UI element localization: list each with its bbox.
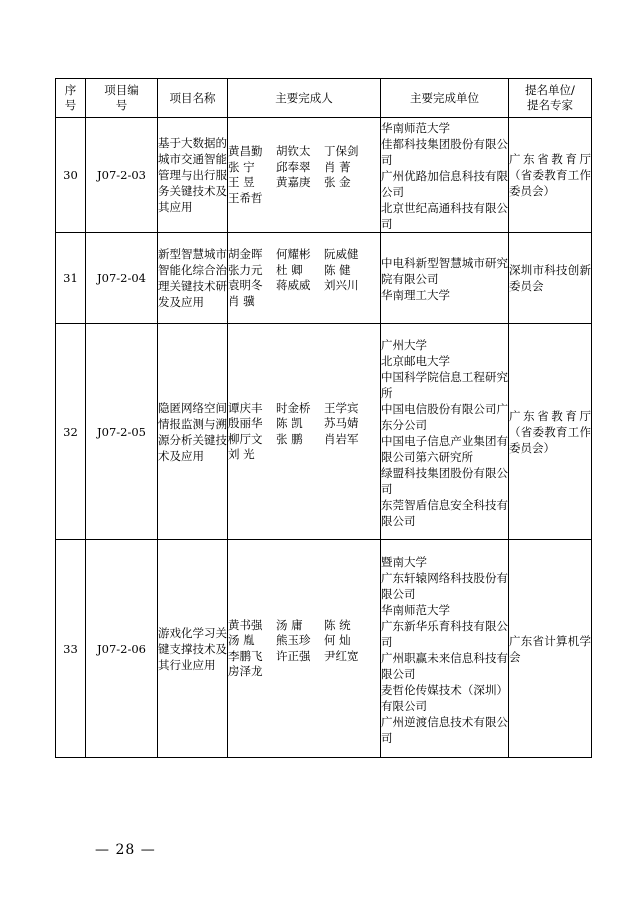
contributor-name: 胡钦太 bbox=[276, 144, 311, 158]
row-project-code: J07-2-03 bbox=[86, 118, 158, 233]
contributor-name: 汤 庸 bbox=[276, 617, 303, 632]
table-header-row bbox=[56, 79, 592, 118]
unit-name: 中国电子信息产业集团有限公司第六研究所 bbox=[381, 433, 508, 464]
contributor-name: 刘 光 bbox=[228, 447, 255, 461]
table-row bbox=[56, 540, 592, 758]
contributor-name: 许正强 bbox=[276, 648, 311, 663]
contributor-name: 邱奉翠 bbox=[276, 159, 311, 174]
contributor-name: 黄书强 bbox=[228, 617, 263, 632]
unit-name: 广州优路加信息科技有限公司 bbox=[381, 169, 508, 199]
row-main-units bbox=[381, 233, 509, 324]
contributor-name: 袁明冬 bbox=[228, 278, 263, 292]
contributors-grid bbox=[228, 247, 380, 309]
contributor-name: 刘兴川 bbox=[324, 278, 359, 292]
contributor-name: 王 昱 bbox=[228, 175, 255, 189]
contributor-name: 陈 统 bbox=[324, 617, 351, 632]
row-main-contributors bbox=[228, 324, 381, 540]
contributor-name: 熊玉珍 bbox=[276, 633, 311, 647]
unit-name: 北京邮电大学 bbox=[381, 353, 450, 368]
unit-name: 暨南大学 bbox=[381, 554, 427, 569]
contributor-name: 时金桥 bbox=[276, 400, 311, 415]
contributor-name: 尹红宽 bbox=[324, 648, 359, 663]
row-nominator: 广东省计算机学会 bbox=[509, 540, 592, 758]
table-row bbox=[56, 324, 592, 540]
contributor-name: 王学宾 bbox=[324, 400, 359, 415]
contributor-name: 王希哲 bbox=[228, 190, 263, 205]
row-project-code: J07-2-05 bbox=[86, 324, 158, 540]
unit-name: 广州职赢未来信息科技有限公司 bbox=[381, 650, 508, 681]
contributor-name: 肖 菁 bbox=[324, 159, 351, 174]
contributor-name: 李鹏飞 bbox=[228, 648, 263, 663]
header-people: 主要完成人 bbox=[228, 79, 381, 118]
contributor-name: 黄嘉庚 bbox=[276, 175, 311, 189]
table-row bbox=[56, 233, 592, 324]
unit-name: 广东新华乐育科技有限公司 bbox=[381, 618, 508, 649]
unit-name: 中电科新型智慧城市研究院有限公司 bbox=[381, 256, 508, 286]
row-main-units bbox=[381, 540, 509, 758]
unit-name: 广州逆渡信息技术有限公司 bbox=[381, 714, 508, 745]
contributor-name: 张力元 bbox=[228, 262, 263, 277]
header-units: 主要完成单位 bbox=[381, 79, 509, 118]
unit-name: 华南理工大学 bbox=[381, 288, 450, 302]
header-name: 项目名称 bbox=[158, 79, 228, 118]
contributor-name: 苏马婧 bbox=[324, 416, 359, 430]
award-projects-table bbox=[55, 78, 592, 758]
row-seq: 31 bbox=[56, 233, 86, 324]
contributor-name: 殷丽华 bbox=[228, 416, 263, 430]
row-project-name: 隐匿网络空间情报监测与溯源分析关键技术及应用 bbox=[158, 324, 228, 540]
contributors-grid bbox=[228, 618, 380, 680]
contributor-name: 陈 凯 bbox=[276, 416, 303, 430]
contributor-name: 黄昌勤 bbox=[228, 144, 263, 158]
contributor-name: 丁保剑 bbox=[324, 144, 359, 158]
unit-name: 北京世纪高通科技有限公司 bbox=[381, 201, 508, 231]
unit-name: 佳都科技集团股份有限公司 bbox=[381, 137, 508, 167]
table-body bbox=[56, 118, 592, 758]
row-project-name: 游戏化学习关键支撑技术及其行业应用 bbox=[158, 540, 228, 758]
row-seq: 33 bbox=[56, 540, 86, 758]
unit-name: 广州大学 bbox=[381, 337, 427, 352]
row-project-name: 新型智慧城市智能化综合治理关键技术研发及应用 bbox=[158, 233, 228, 324]
contributor-name: 何耀彬 bbox=[276, 247, 311, 261]
unit-name: 华南师范大学 bbox=[381, 602, 450, 617]
contributor-name: 谭庆丰 bbox=[228, 400, 263, 415]
contributor-name: 房泽龙 bbox=[228, 664, 263, 678]
unit-name: 华南师范大学 bbox=[381, 121, 450, 135]
row-nominator: 广东省教育厅（省委教育工作委员会） bbox=[509, 324, 592, 540]
contributor-name: 肖 骥 bbox=[228, 293, 255, 308]
row-nominator: 深圳市科技创新委员会 bbox=[509, 233, 592, 324]
row-project-name: 基于大数据的城市交通智能管理与出行服务关键技术及其应用 bbox=[158, 118, 228, 233]
contributor-name: 胡金晖 bbox=[228, 247, 263, 261]
unit-name: 东莞智盾信息安全科技有限公司 bbox=[381, 497, 508, 528]
unit-name: 绿盟科技集团股份有限公司 bbox=[381, 465, 508, 496]
row-seq: 30 bbox=[56, 118, 86, 233]
header-seq: 序号 bbox=[56, 79, 86, 118]
unit-name: 中国电信股份有限公司广东分公司 bbox=[381, 401, 508, 432]
contributor-name: 阮威健 bbox=[324, 247, 359, 261]
row-project-code: J07-2-06 bbox=[86, 540, 158, 758]
table-row bbox=[56, 118, 592, 233]
contributor-name: 汤 胤 bbox=[228, 633, 255, 647]
contributors-grid bbox=[228, 401, 380, 463]
row-nominator: 广东省教育厅（省委教育工作委员会） bbox=[509, 118, 592, 233]
contributor-name: 杜 卿 bbox=[276, 262, 303, 277]
contributor-name: 张 宁 bbox=[228, 159, 255, 174]
row-project-code: J07-2-04 bbox=[86, 233, 158, 324]
contributor-name: 张 鹏 bbox=[276, 431, 303, 446]
unit-name: 麦哲伦传媒技术（深圳）有限公司 bbox=[381, 682, 508, 713]
contributors-grid bbox=[228, 144, 380, 206]
row-seq: 32 bbox=[56, 324, 86, 540]
contributor-name: 柳厅文 bbox=[228, 431, 263, 446]
row-main-contributors bbox=[228, 233, 381, 324]
contributor-name: 何 灿 bbox=[324, 633, 351, 647]
contributor-name: 蒋威威 bbox=[276, 278, 311, 292]
contributor-name: 陈 健 bbox=[324, 262, 351, 277]
row-main-units bbox=[381, 118, 509, 233]
contributor-name: 张 金 bbox=[324, 175, 351, 189]
row-main-contributors bbox=[228, 540, 381, 758]
unit-name: 广东轩辕网络科技股份有限公司 bbox=[381, 570, 508, 601]
unit-name: 中国科学院信息工程研究所 bbox=[381, 369, 508, 400]
contributor-name: 肖岩军 bbox=[324, 431, 359, 446]
row-main-units bbox=[381, 324, 509, 540]
header-nominator: 提名单位/提名专家 bbox=[509, 79, 592, 118]
row-main-contributors bbox=[228, 118, 381, 233]
page-number: — 28 — bbox=[95, 842, 156, 858]
header-code: 项目编号 bbox=[86, 79, 158, 118]
